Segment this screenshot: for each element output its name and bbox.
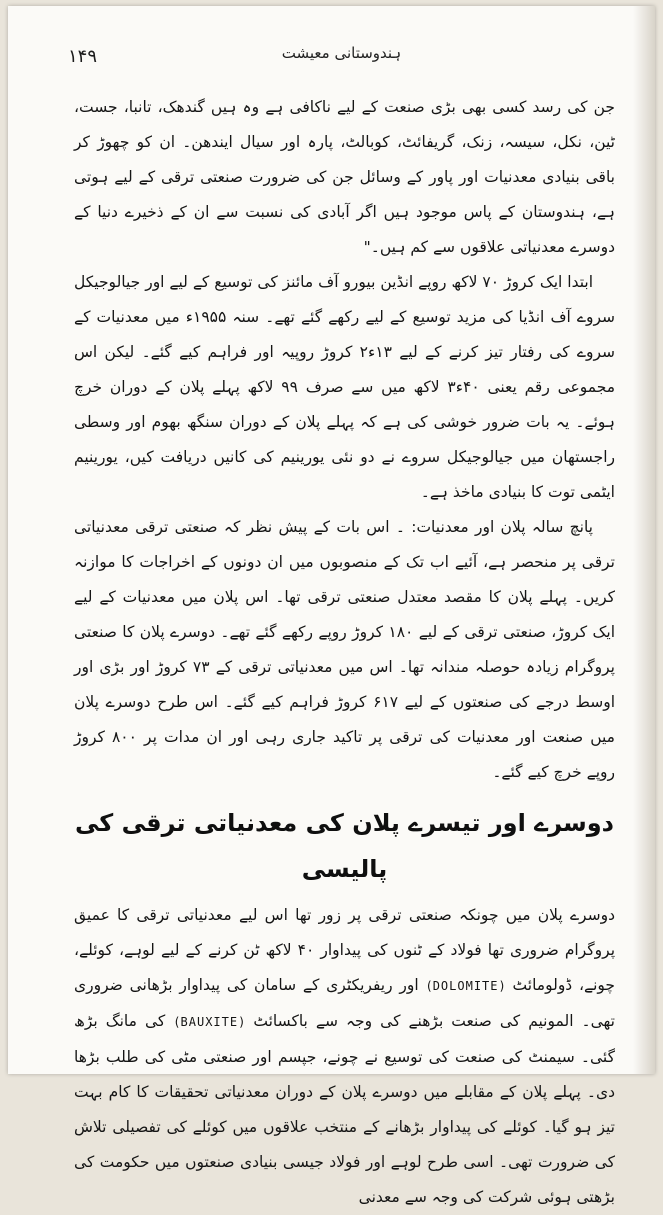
paragraph-4-part-1: دوسرے پلان میں چونکہ صنعتی ترقی پر زور تھا اس لیے معدنیاتی ترقی کا عمیق پروگرام ضروری تھا فولاد کے ٹنوں کی پیداوار ۴۰ لاکھ ٹن کرنے کے لیے لوہے، کوئلے، چونے، ڈولومائٹ: [74, 906, 616, 994]
page-gutter-shadow: [633, 6, 655, 1074]
paragraph-4: [74, 898, 615, 1215]
bauxite-term: (BAUXITE): [173, 1015, 246, 1029]
paragraph-4-part-2: اور ریفریکٹری کے سامان کی پیداوار بڑھانی ضروری تھی۔ المونیم کی صنعت بڑھنے کی وجہ سے باکسائٹ: [74, 976, 615, 1030]
paragraph-2: ابتدا ایک کروڑ ۷۰ لاکھ روپے انڈین بیورو آف مائنز کی توسیع کے لیے اور جیالوجیکل سروے آف انڈیا کی مزید توسیع کے لیے رکھے گئے تھے۔ سنہ ۱۹۵۵ء میں معدنیات کے سروے کی رفتار تیز کرنے کے لیے ۱۳ء۲ کروڑ روپیہ اور فراہم کیے گئے۔ لیکن اس مجموعی رقم یعنی ۴۰ء۳ لاکھ میں سے صرف ۹۹ لاکھ پہلے پلان کے دوران خرچ ہوئے۔ یہ بات ضرور خوشی کی ہے کہ پہلے پلان کے دوران سنگھ بھوم اور وسطی راجستھان میں جیالوجیکل سروے نے دو نئی یورینیم کی کانیں دریافت کیں، یورینیم ایٹمی توت کا بنیادی ماخذ ہے۔: [74, 273, 616, 501]
paragraph-3: پانچ سالہ پلان اور معدنیات: ۔ اس بات کے پیش نظر کہ صنعتی ترقی معدنیاتی ترقی پر منحصر ہے، آئیے اب تک کے منصوبوں میں ان دونوں کے اخراجات کا موازنہ کریں۔ پہلے پلان کا مقصد معتدل صنعتی ترقی تھا۔ اس پلان میں معدنیات کے لیے ایک کروڑ، صنعتی ترقی کے لیے ۱۸۰ کروڑ روپے رکھے گئے تھے۔ دوسرے پلان کا صنعتی پروگرام زیادہ حوصلہ مندانہ تھا۔ اس میں معدنیاتی ترقی کے ۷۳ کروڑ اور بڑی اور اوسط درجے کی صنعتوں کے لیے ۶۱۷ کروڑ فراہم کیے گئے۔ اس طرح دوسرے پلان میں صنعت اور معدنیات کی ترقی پر تاکید جاری رہی اور ان مدات پر ۸۰۰ کروڑ روپے خرچ کیے گئے۔: [74, 518, 616, 781]
page-body: [74, 90, 615, 1215]
dolomite-term: (DOLOMITE): [425, 979, 506, 993]
paragraph-4-part-3: کی مانگ بڑھ گئی۔ سیمنٹ کی صنعت کی توسیع نے چونے، جپسم اور صنعتی مٹی کی طلب بڑھا دی۔ پہلے پلان کے مقابلے میں دوسرے پلان کے دوران معدنیاتی تحقیقات کا کام بہت تیز ہو گیا۔ کوئلے کی پیداوار بڑھانے کے منتخب علاقوں میں کوئلے کی تفصیلی تلاش کی ضرورت تھی۔ اسی طرح لوہے اور فولاد جیسی بنیادی صنعتوں میں حکومت کی بڑھتی ہوئی شرکت کی وجہ سے معدنی: [74, 1012, 615, 1206]
paragraph-1: جن کی رسد کسی بھی بڑی صنعت کے لیے ناکافی ہے وہ ہیں گندھک، تانبا، جست، ٹین، نکل، سیسہ، زنک، گریفائٹ، کوبالٹ، پارہ اور سیال ایندھن۔ ان کو چھوڑ کر باقی بنیادی معدنیات اور پاور کے وسائل جن کی ضرورت صنعتی ترقی کے لیے ہوتی ہے، ہندوستان کے پاس موجود ہیں اگر آبادی کی نسبت سے ان کے ذخیرے دنیا کے دوسرے معدنیاتی علاقوں سے کم ہیں۔": [74, 98, 615, 256]
section-heading: دوسرے اور تیسرے پلان کی معدنیاتی ترقی کی پالیسی: [74, 809, 614, 883]
book-page: [8, 6, 655, 1206]
page-number: ۱۴۹: [68, 46, 98, 67]
page-header: [68, 44, 615, 78]
running-title: ہندوستانی معیشت: [281, 44, 402, 62]
